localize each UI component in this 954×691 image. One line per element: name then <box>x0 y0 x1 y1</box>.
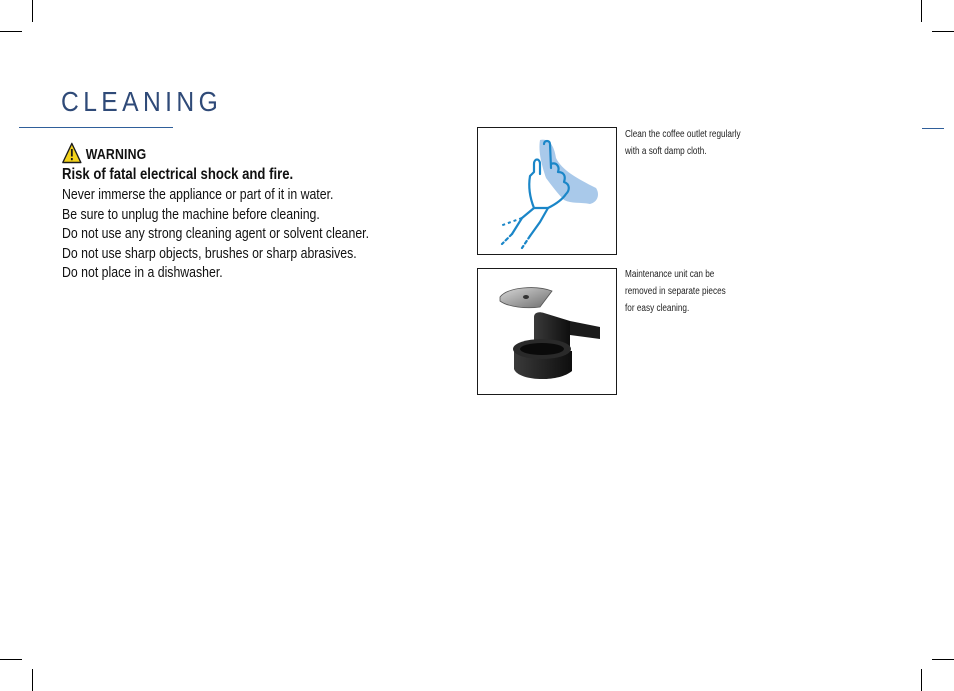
crop-mark <box>921 0 922 22</box>
page-title: CLEANING <box>61 86 223 117</box>
crop-mark <box>0 659 22 660</box>
crop-mark <box>32 669 33 691</box>
crop-mark <box>921 669 922 691</box>
figure-cleaning-outlet <box>477 127 617 255</box>
section-marker <box>922 128 944 129</box>
warning-line: Do not place in a dishwasher. <box>62 264 223 282</box>
warning-line: Do not use any strong cleaning agent or solvent cleaner. <box>62 225 370 243</box>
risk-statement: Risk of fatal electrical shock and fire. <box>62 166 294 183</box>
caption-maintenance-unit <box>625 266 726 317</box>
crop-mark <box>0 31 22 32</box>
caption-line: Clean the coffee outlet regularly <box>625 129 741 140</box>
caption-line: Maintenance unit can be <box>625 269 715 280</box>
warning-section <box>62 141 390 283</box>
warning-list <box>62 185 390 283</box>
figure-maintenance-unit <box>477 268 617 395</box>
warning-line: Do not use sharp objects, brushes or sharp abrasives. <box>62 244 357 262</box>
caption-line: with a soft damp cloth. <box>625 146 707 157</box>
warning-triangle-icon <box>62 142 82 164</box>
warning-header <box>62 141 390 165</box>
crop-mark <box>932 659 954 660</box>
hand-with-cloth-icon <box>478 128 616 254</box>
warning-line: Be sure to unplug the machine before cleaning. <box>62 205 320 223</box>
caption-cleaning-outlet <box>625 126 741 160</box>
crop-mark <box>932 31 954 32</box>
crop-mark <box>32 0 33 22</box>
warning-line: Never immerse the appliance or part of it in water. <box>62 186 334 203</box>
caption-line: removed in separate pieces <box>625 286 726 297</box>
title-underline <box>19 127 173 128</box>
warning-label: WARNING <box>85 146 147 163</box>
maintenance-unit-illustration <box>478 269 616 394</box>
caption-line: for easy cleaning. <box>625 303 690 314</box>
